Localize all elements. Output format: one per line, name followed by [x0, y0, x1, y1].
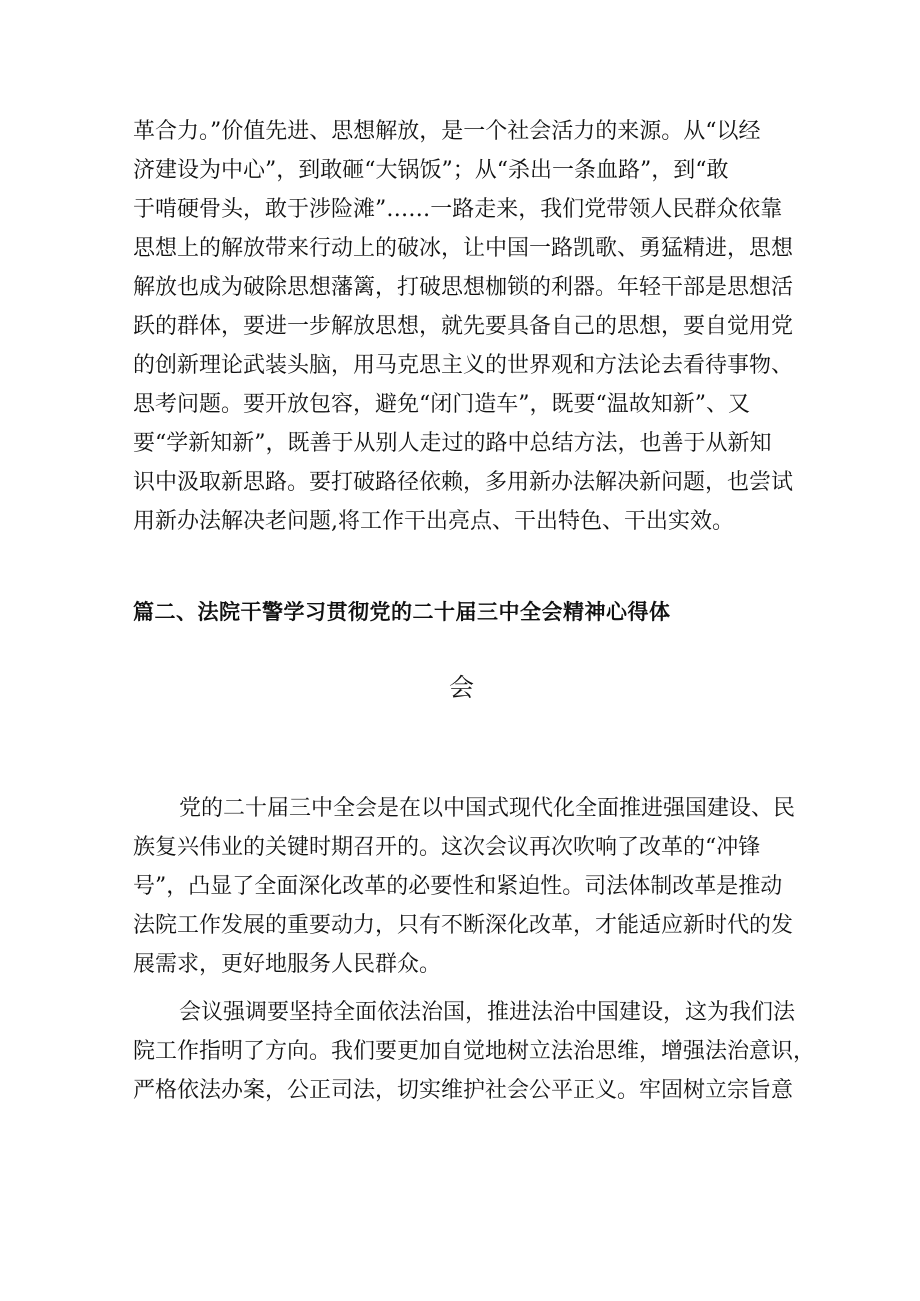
paragraph-line: 院工作指明了方向。我们要更加自觉地树立法治思维，增强法治意识，	[133, 1039, 816, 1064]
spacer	[133, 703, 790, 789]
paragraph-line: 济建设为中心”，到敢砸“大锅饭”；从“杀出一条血路”，到“敢	[133, 158, 729, 183]
paragraph-line: 严格依法办案，公正司法，切实维护社会公平正义。牢固树立宗旨意	[133, 1078, 794, 1103]
paragraph-line: 思考问题。要开放包容，避免“闭门造车”，既要“温故知新”、又	[133, 392, 750, 417]
paragraph-line: 于啃硬骨头，敢于涉险滩”……一路走来，我们党带领人民群众依靠	[133, 197, 783, 222]
section-heading: 篇二、法院干警学习贯彻党的二十届三中全会精神心得体	[133, 600, 671, 624]
paragraph-line: 思想上的解放带来行动上的破冰，让中国一路凯歌、勇猛精进，思想	[133, 236, 794, 261]
paragraph-line: 革合力。”价值先进、思想解放，是一个社会活力的来源。从“以经	[133, 119, 761, 144]
paragraph-line: 会议强调要坚持全面依法治国，推进法治中国建设，这为我们法	[179, 1000, 796, 1025]
continuation-paragraph	[133, 112, 794, 541]
paragraph-line: 要“学新知新”，既善于从别人走过的路中总结方法，也善于从新知	[133, 431, 772, 456]
body-paragraph-2	[133, 993, 816, 1110]
paragraph-line: 识中汲取新思路。要打破路径依赖，多用新办法解决新问题，也尝试	[133, 470, 794, 495]
paragraph-line: 用新办法解决老问题,将工作干出亮点、干出特色、干出实效。	[133, 509, 734, 534]
paragraph-line: 解放也成为破除思想藩篱，打破思想枷锁的利器。年轻干部是思想活	[133, 275, 794, 300]
paragraph-line: 展需求，更好地服务人民群众。	[133, 952, 442, 977]
paragraph-line: 号”，凸显了全面深化改革的必要性和紧迫性。司法体制改革是推动	[133, 874, 783, 899]
paragraph-line: 跃的群体，要进一步解放思想，就先要具备自己的思想，要自觉用党	[133, 314, 794, 339]
body-paragraph-1	[133, 789, 796, 984]
paragraph-line: 族复兴伟业的关键时期召开的。这次会议再次吹响了改革的“冲锋	[133, 835, 761, 860]
paragraph-line: 的创新理论武装头脑，用马克思主义的世界观和方法论去看待事物、	[133, 353, 794, 378]
paragraph-line: 法院工作发展的重要动力，只有不断深化改革，才能适应新时代的发	[133, 913, 794, 938]
paragraph-line: 党的二十届三中全会是在以中国式现代化全面推进强国建设、民	[179, 796, 796, 821]
section-heading-continuation: 会	[448, 673, 474, 702]
